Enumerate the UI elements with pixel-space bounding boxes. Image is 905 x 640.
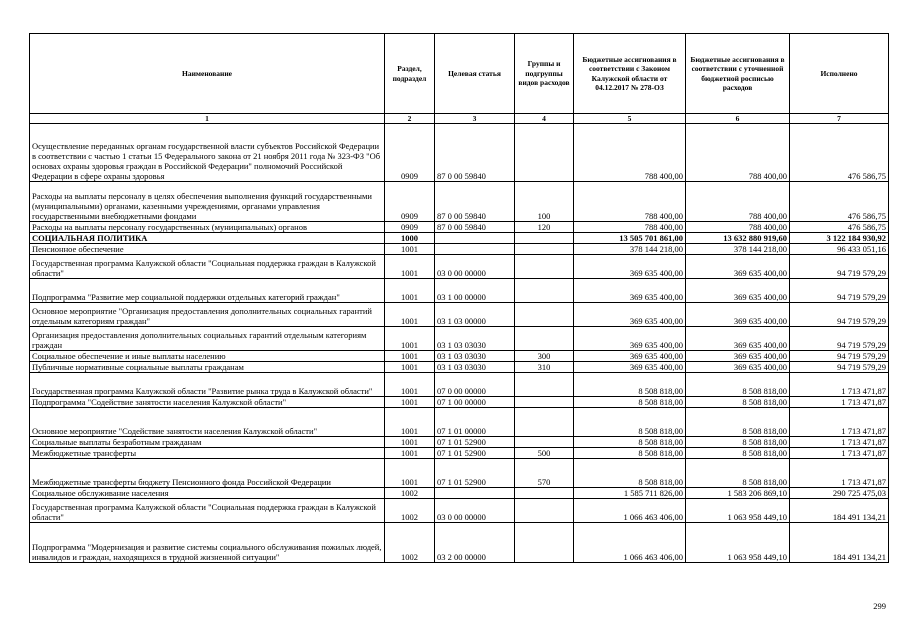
cell-law: 1 585 711 826,00 [574, 488, 686, 499]
table-row [30, 327, 889, 351]
cell-name: Организация предоставления дополнительных социальных гарантий отдельным категориям граждан [30, 327, 385, 351]
cell-grp [515, 523, 574, 563]
cell-executed: 476 586,75 [790, 182, 889, 222]
cell-grp [515, 233, 574, 244]
cell-law: 369 635 400,00 [574, 303, 686, 327]
cell-refined: 369 635 400,00 [686, 279, 790, 303]
cell-executed: 476 586,75 [790, 222, 889, 233]
cell-executed: 94 719 579,29 [790, 351, 889, 362]
cell-refined: 8 508 818,00 [686, 373, 790, 397]
cell-sec: 1001 [385, 351, 435, 362]
column-number: 6 [686, 114, 790, 124]
table-row [30, 233, 889, 244]
cell-law: 378 144 218,00 [574, 244, 686, 255]
cell-code [435, 244, 515, 255]
header-section: Раздел, подраздел [385, 34, 435, 114]
cell-sec: 1001 [385, 437, 435, 448]
cell-law: 369 635 400,00 [574, 255, 686, 279]
cell-grp [515, 499, 574, 523]
column-number: 3 [435, 114, 515, 124]
cell-law: 369 635 400,00 [574, 327, 686, 351]
cell-refined: 369 635 400,00 [686, 255, 790, 279]
cell-name: Подпрограмма "Содействие занятости населения Калужской области" [30, 397, 385, 408]
cell-code: 07 1 01 52900 [435, 459, 515, 488]
cell-code: 87 0 00 59840 [435, 124, 515, 182]
cell-name: Основное мероприятие "Организация предоставления дополнительных социальных гарантий отдельным категориям граждан" [30, 303, 385, 327]
cell-law: 8 508 818,00 [574, 397, 686, 408]
cell-refined: 788 400,00 [686, 182, 790, 222]
cell-executed: 476 586,75 [790, 124, 889, 182]
header-target: Целевая статья [435, 34, 515, 114]
cell-law: 8 508 818,00 [574, 448, 686, 459]
cell-refined: 8 508 818,00 [686, 459, 790, 488]
cell-code: 07 0 00 00000 [435, 373, 515, 397]
cell-grp: 500 [515, 448, 574, 459]
cell-name: Социальные выплаты безработным гражданам [30, 437, 385, 448]
cell-executed: 94 719 579,29 [790, 303, 889, 327]
cell-sec: 1001 [385, 327, 435, 351]
cell-name: Государственная программа Калужской области "Развитие рынка труда в Калужской области" [30, 373, 385, 397]
cell-grp: 300 [515, 351, 574, 362]
cell-executed: 1 713 471,87 [790, 397, 889, 408]
page-number: 299 [873, 601, 886, 611]
cell-executed: 96 433 051,16 [790, 244, 889, 255]
cell-sec: 1001 [385, 244, 435, 255]
table-row [30, 459, 889, 488]
cell-sec: 1001 [385, 362, 435, 373]
cell-grp [515, 303, 574, 327]
cell-grp [515, 124, 574, 182]
cell-code [435, 233, 515, 244]
cell-refined: 369 635 400,00 [686, 362, 790, 373]
cell-grp [515, 437, 574, 448]
cell-grp: 100 [515, 182, 574, 222]
cell-code: 03 1 00 00000 [435, 279, 515, 303]
table-row [30, 362, 889, 373]
cell-code: 07 1 01 52900 [435, 437, 515, 448]
table-row [30, 523, 889, 563]
cell-grp: 310 [515, 362, 574, 373]
cell-law: 1 066 463 406,00 [574, 499, 686, 523]
table-row [30, 303, 889, 327]
cell-name: Межбюджетные трансферты бюджету Пенсионного фонда Российской Федерации [30, 459, 385, 488]
table-row [30, 448, 889, 459]
table-row [30, 255, 889, 279]
cell-sec: 1001 [385, 279, 435, 303]
cell-refined: 8 508 818,00 [686, 408, 790, 437]
cell-grp [515, 408, 574, 437]
cell-sec: 0909 [385, 222, 435, 233]
cell-sec: 1002 [385, 488, 435, 499]
cell-name: Публичные нормативные социальные выплаты гражданам [30, 362, 385, 373]
cell-code: 03 1 03 03030 [435, 351, 515, 362]
table-row [30, 499, 889, 523]
cell-sec: 1001 [385, 303, 435, 327]
cell-code: 03 2 00 00000 [435, 523, 515, 563]
cell-refined: 1 583 206 869,10 [686, 488, 790, 499]
cell-law: 369 635 400,00 [574, 351, 686, 362]
cell-executed: 1 713 471,87 [790, 373, 889, 397]
column-number: 4 [515, 114, 574, 124]
table-row [30, 279, 889, 303]
cell-name: Расходы на выплаты персоналу в целях обеспечения выполнения функций государственными (муниципальными) органами, казенными учреждениями, органами управления государственными внебюджетными фондами [30, 182, 385, 222]
cell-refined: 1 063 958 449,10 [686, 499, 790, 523]
cell-code: 03 1 03 03030 [435, 327, 515, 351]
cell-law: 8 508 818,00 [574, 459, 686, 488]
table-row [30, 408, 889, 437]
table-row [30, 244, 889, 255]
cell-name: Пенсионное обеспечение [30, 244, 385, 255]
cell-executed: 1 713 471,87 [790, 459, 889, 488]
cell-refined: 369 635 400,00 [686, 351, 790, 362]
cell-name: Расходы на выплаты персоналу государственных (муниципальных) органов [30, 222, 385, 233]
table-row [30, 182, 889, 222]
table-row [30, 351, 889, 362]
cell-name: Подпрограмма "Модернизация и развитие системы социального обслуживания пожилых людей, инвалидов и граждан, находящихся в трудной жизненной ситуации" [30, 523, 385, 563]
cell-executed: 94 719 579,29 [790, 362, 889, 373]
column-number: 5 [574, 114, 686, 124]
cell-refined: 8 508 818,00 [686, 397, 790, 408]
cell-sec: 1000 [385, 233, 435, 244]
cell-code: 03 1 03 00000 [435, 303, 515, 327]
cell-name: СОЦИАЛЬНАЯ ПОЛИТИКА [30, 233, 385, 244]
table-row [30, 437, 889, 448]
cell-grp: 120 [515, 222, 574, 233]
cell-refined: 788 400,00 [686, 124, 790, 182]
table-row [30, 488, 889, 499]
header-name: Наименование [30, 34, 385, 114]
table-row [30, 124, 889, 182]
table-row [30, 373, 889, 397]
cell-executed: 1 713 471,87 [790, 448, 889, 459]
cell-code: 07 1 01 52900 [435, 448, 515, 459]
cell-code: 07 1 00 00000 [435, 397, 515, 408]
cell-law: 8 508 818,00 [574, 437, 686, 448]
cell-grp [515, 327, 574, 351]
cell-name: Подпрограмма "Развитие мер социальной поддержки отдельных категорий граждан" [30, 279, 385, 303]
cell-sec: 1001 [385, 255, 435, 279]
cell-code: 03 0 00 00000 [435, 255, 515, 279]
cell-name: Социальное обеспечение и иные выплаты населению [30, 351, 385, 362]
cell-code [435, 488, 515, 499]
cell-sec: 0909 [385, 182, 435, 222]
cell-executed: 3 122 184 930,92 [790, 233, 889, 244]
header-law: Бюджетные ассигнования в соответствии с Законом Калужской области от 04.12.2017 № 278-ОЗ [574, 34, 686, 114]
cell-executed: 94 719 579,29 [790, 327, 889, 351]
table-body [30, 124, 889, 563]
cell-sec: 1001 [385, 408, 435, 437]
cell-executed: 184 491 134,21 [790, 499, 889, 523]
cell-name: Государственная программа Калужской области "Социальная поддержка граждан в Калужской области" [30, 499, 385, 523]
cell-refined: 8 508 818,00 [686, 448, 790, 459]
cell-name: Основное мероприятие "Содействие занятости населения Калужской области" [30, 408, 385, 437]
cell-executed: 94 719 579,29 [790, 279, 889, 303]
cell-name: Осуществление переданных органам государственной власти субъектов Российской Федерации в соответствии с частью 1 статьи 15 Федерального закона от 21 ноября 2011 года № 323-ФЗ "Об основах охраны здоровья граждан в Российской Федерации" полномочий Российской Федерации в сфере охраны здоровья [30, 124, 385, 182]
cell-code: 87 0 00 59840 [435, 182, 515, 222]
header-executed: Исполнено [790, 34, 889, 114]
cell-grp: 570 [515, 459, 574, 488]
header-refined: Бюджетные ассигнования в соответствии с уточненной бюджетной росписью расходов [686, 34, 790, 114]
cell-executed: 184 491 134,21 [790, 523, 889, 563]
cell-name: Социальное обслуживание населения [30, 488, 385, 499]
cell-refined: 8 508 818,00 [686, 437, 790, 448]
cell-refined: 1 063 958 449,10 [686, 523, 790, 563]
cell-grp [515, 255, 574, 279]
cell-refined: 13 632 880 919,60 [686, 233, 790, 244]
cell-executed: 1 713 471,87 [790, 408, 889, 437]
header-row [30, 34, 889, 114]
cell-grp [515, 397, 574, 408]
cell-sec: 0909 [385, 124, 435, 182]
column-number: 7 [790, 114, 889, 124]
cell-refined: 788 400,00 [686, 222, 790, 233]
cell-law: 369 635 400,00 [574, 362, 686, 373]
cell-code: 07 1 01 00000 [435, 408, 515, 437]
cell-executed: 1 713 471,87 [790, 437, 889, 448]
cell-law: 788 400,00 [574, 124, 686, 182]
cell-law: 788 400,00 [574, 222, 686, 233]
cell-sec: 1001 [385, 459, 435, 488]
cell-sec: 1001 [385, 373, 435, 397]
cell-law: 13 505 701 861,00 [574, 233, 686, 244]
cell-executed: 290 725 475,03 [790, 488, 889, 499]
cell-refined: 369 635 400,00 [686, 327, 790, 351]
cell-sec: 1002 [385, 523, 435, 563]
cell-sec: 1002 [385, 499, 435, 523]
cell-code: 03 1 03 03030 [435, 362, 515, 373]
cell-sec: 1001 [385, 397, 435, 408]
cell-grp [515, 488, 574, 499]
cell-sec: 1001 [385, 448, 435, 459]
cell-grp [515, 279, 574, 303]
cell-law: 369 635 400,00 [574, 279, 686, 303]
budget-table [29, 33, 889, 563]
cell-law: 788 400,00 [574, 182, 686, 222]
cell-name: Межбюджетные трансферты [30, 448, 385, 459]
cell-law: 8 508 818,00 [574, 408, 686, 437]
cell-name: Государственная программа Калужской области "Социальная поддержка граждан в Калужской области" [30, 255, 385, 279]
cell-code: 03 0 00 00000 [435, 499, 515, 523]
column-number-row [30, 114, 889, 124]
cell-grp [515, 373, 574, 397]
cell-law: 1 066 463 406,00 [574, 523, 686, 563]
cell-executed: 94 719 579,29 [790, 255, 889, 279]
cell-refined: 369 635 400,00 [686, 303, 790, 327]
cell-grp [515, 244, 574, 255]
cell-refined: 378 144 218,00 [686, 244, 790, 255]
column-number: 2 [385, 114, 435, 124]
header-group: Группы и подгруппы видов расходов [515, 34, 574, 114]
cell-code: 87 0 00 59840 [435, 222, 515, 233]
column-number: 1 [30, 114, 385, 124]
table-row [30, 222, 889, 233]
cell-law: 8 508 818,00 [574, 373, 686, 397]
table-row [30, 397, 889, 408]
